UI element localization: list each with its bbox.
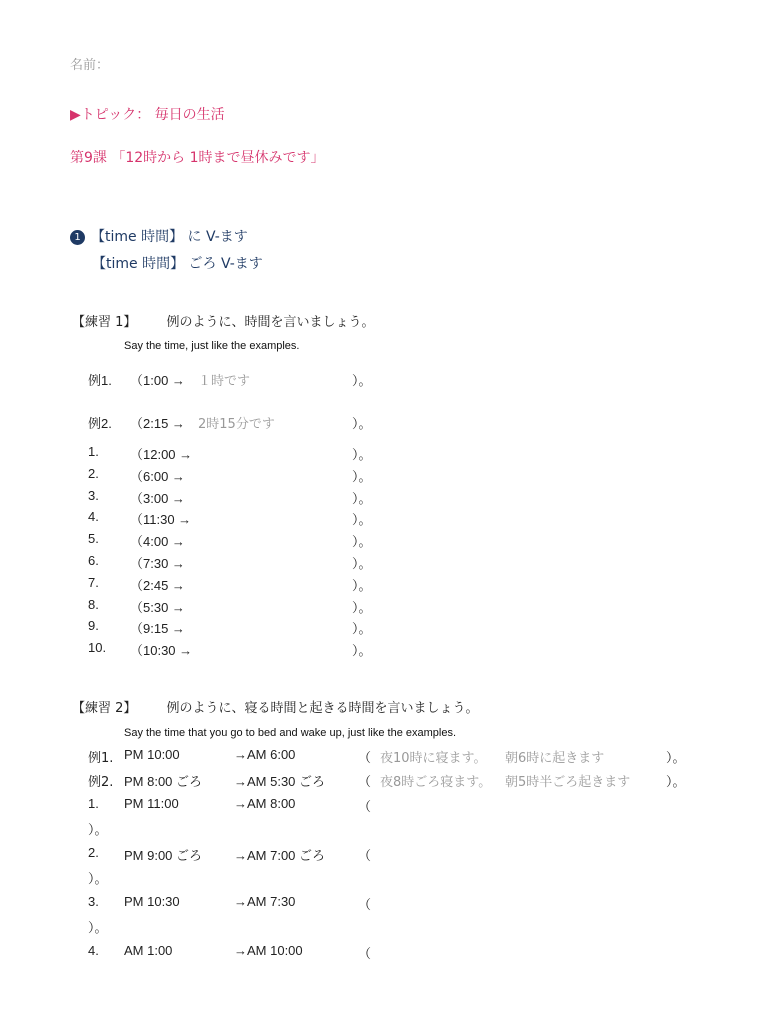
exercise-number: 10. xyxy=(88,640,107,656)
answer-close: ）。 xyxy=(666,775,686,790)
example-label: 例2. xyxy=(88,775,114,790)
example-answer-bed: 夜8時ごろ寝ます。 xyxy=(380,775,492,790)
bedtime: PM 8:00 ごろ xyxy=(124,774,203,789)
grammar-pattern-1 xyxy=(70,226,248,246)
exercise-number: 6. xyxy=(88,553,99,568)
wake-time: →AM 10:00 xyxy=(234,943,303,958)
exercise-number: 5. xyxy=(88,531,99,547)
exercise-question: （10:30 → xyxy=(130,643,193,659)
practice1-subtitle: Say the time, just like the examples. xyxy=(124,340,300,352)
exercise-question: （7:30 → xyxy=(130,556,185,571)
bedtime: PM 9:00 ごろ xyxy=(124,848,203,863)
exercise-question: （11:30 → xyxy=(130,512,192,528)
exercise-number: 3. xyxy=(88,487,99,503)
answer-close: ）。 xyxy=(88,921,108,936)
answer-open: （ xyxy=(358,898,372,913)
practice1-instruction: 例のように、時間を言いましょう。 xyxy=(166,315,375,330)
exercise-number: 4. xyxy=(88,509,99,525)
exercise-question: （3:00 → xyxy=(130,490,185,506)
exercise-number: 7. xyxy=(88,574,99,590)
exercise-close: ）。 xyxy=(352,600,372,616)
exercise-number: 3. xyxy=(88,894,99,909)
example-question: （1:00 → xyxy=(130,373,185,388)
practice2-instruction: 例のように、寝る時間と起きる時間を言いましょう。 xyxy=(166,701,479,716)
exercise-number: 9. xyxy=(88,618,99,634)
example-answer: １時です xyxy=(198,374,251,389)
example-label: 例2. xyxy=(88,416,112,431)
exercise-close: ）。 xyxy=(352,578,372,594)
exercise-question: （5:30 → xyxy=(130,599,185,615)
exercise-question: （12:00 → xyxy=(130,447,193,462)
grammar-pattern-2: 【time 時間】 ごろ V-ます xyxy=(92,256,263,272)
wake-time: →AM 8:00 xyxy=(234,796,296,811)
exercise-question: （4:00 → xyxy=(130,534,185,550)
example-answer-wake: 朝5時半ごろ起きます xyxy=(505,775,631,790)
section-number-badge: 1 xyxy=(70,230,85,245)
answer-close: ）。 xyxy=(88,823,108,838)
exercise-question: （9:15 → xyxy=(130,621,185,637)
topic-prefix: ▶トピック： xyxy=(70,107,151,123)
answer-close: ）。 xyxy=(666,751,686,766)
practice1-title xyxy=(72,311,375,330)
exercise-close: ）。 xyxy=(352,644,372,660)
example-question: （2:15 → xyxy=(130,416,185,431)
bedtime: PM 10:30 xyxy=(124,894,180,909)
wake-time: →AM 7:00 ごろ xyxy=(234,848,326,863)
practice2-label: 【練習 2】 xyxy=(72,701,137,716)
exercise-number: 4. xyxy=(88,943,99,958)
answer-open: （ xyxy=(358,947,372,962)
topic-line xyxy=(70,104,225,124)
exercise-close: ）。 xyxy=(352,622,372,638)
wake-time: →AM 7:30 xyxy=(234,894,296,909)
exercise-number: 2. xyxy=(88,845,99,860)
name-label: 名前： xyxy=(70,58,110,73)
exercise-close: ）。 xyxy=(352,535,372,551)
example-answer: 2時15分です xyxy=(198,417,275,432)
exercise-close: ）。 xyxy=(352,469,372,485)
answer-close: ）。 xyxy=(88,872,108,887)
grammar-line-1: 【time 時間】 に V-ます xyxy=(91,229,248,245)
example-label: 例1. xyxy=(88,373,112,388)
exercise-number: 1. xyxy=(88,796,99,811)
example-close: ）。 xyxy=(352,417,372,432)
exercise-question: （6:00 → xyxy=(130,468,185,484)
example-answer-bed: 夜10時に寝ます。 xyxy=(380,751,487,766)
wake-time: →AM 5:30 ごろ xyxy=(234,774,326,789)
answer-open: （ xyxy=(358,751,372,766)
example-answer-wake: 朝6時に起きます xyxy=(505,751,605,766)
lesson-title: 第9課 「12時から 1時まで昼休みです」 xyxy=(70,150,325,166)
exercise-close: ）。 xyxy=(352,491,372,507)
topic-text: 毎日の生活 xyxy=(154,107,225,123)
wake-time: →AM 6:00 xyxy=(234,747,296,762)
exercise-question: （2:45 → xyxy=(130,577,185,593)
bedtime: PM 10:00 xyxy=(124,747,180,762)
exercise-number: 1. xyxy=(88,444,99,459)
bedtime: AM 1:00 xyxy=(124,943,173,958)
exercise-number: 2. xyxy=(88,465,99,481)
practice2-subtitle: Say the time that you go to bed and wake up, just like the examples. xyxy=(124,727,457,739)
practice1-label: 【練習 1】 xyxy=(72,315,137,330)
answer-open: （ xyxy=(358,849,372,864)
exercise-close: ）。 xyxy=(352,448,372,463)
bedtime: PM 11:00 xyxy=(124,796,179,811)
exercise-close: ）。 xyxy=(352,513,372,529)
exercise-close: ）。 xyxy=(352,557,372,572)
practice2-title xyxy=(72,697,479,716)
answer-open: （ xyxy=(358,800,372,815)
answer-open: （ xyxy=(358,775,372,790)
exercise-number: 8. xyxy=(88,596,99,612)
example-close: ）。 xyxy=(352,374,372,389)
example-label: 例1. xyxy=(88,751,114,766)
